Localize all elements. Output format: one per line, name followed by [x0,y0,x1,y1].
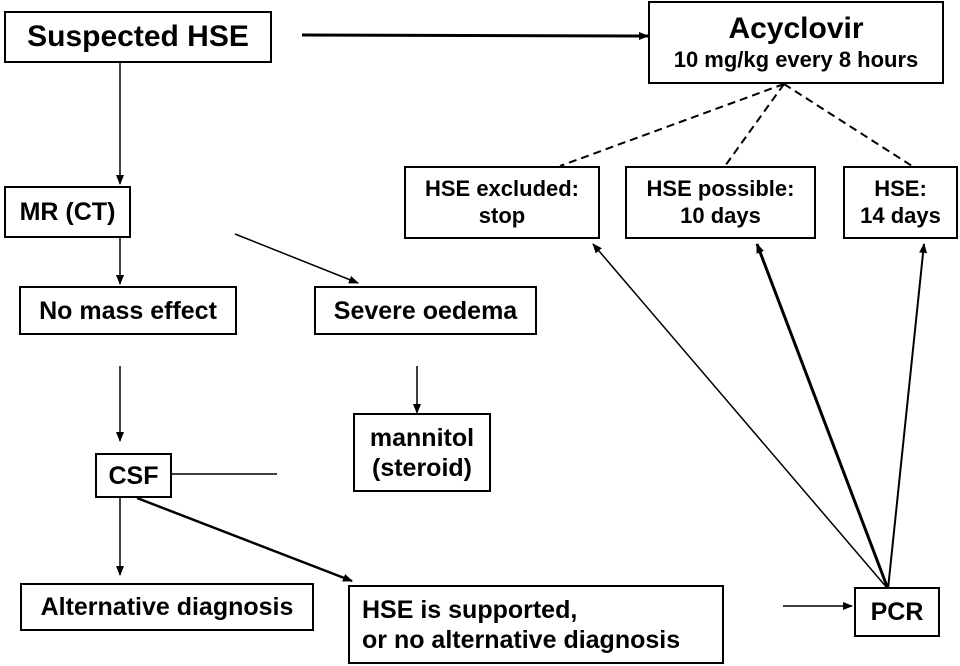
node-severe-oedema [314,286,537,335]
arrow-pcr-to-possible [757,244,888,589]
hse-supported-line2: or no alternative diagnosis [362,625,681,654]
mannitol-line1: mannitol [369,423,475,452]
acyclovir-dose: 10 mg/kg every 8 hours [673,47,919,73]
hse-excluded-line1: HSE excluded: [424,176,580,202]
csf-label: CSF [108,461,159,490]
hse-excluded-line2: stop [478,202,526,228]
arrow-mr-to-severe-oedema [235,234,358,283]
hse-confirmed-line2: 14 days [860,202,941,228]
arrow-suspected-to-acyclovir [302,35,648,36]
node-acyclovir [648,1,944,84]
mr-ct-label: MR (CT) [19,198,116,226]
dashed-acyclovir-to-confirmed [784,84,912,166]
arrow-csf-to-hse-supported [137,498,352,581]
hse-possible-line1: HSE possible: [646,176,795,202]
node-hse-possible [625,166,816,239]
arrow-pcr-to-excluded [593,244,888,589]
dashed-acyclovir-to-possible [725,84,784,166]
severe-oedema-label: Severe oedema [333,296,518,325]
no-mass-effect-label: No mass effect [39,296,217,325]
alternative-diagnosis-label: Alternative diagnosis [40,593,294,621]
node-no-mass-effect [19,286,237,335]
arrow-pcr-to-confirmed [888,244,924,589]
dashed-acyclovir-to-excluded [560,84,784,166]
node-hse-supported [348,585,724,664]
mannitol-line2: (steroid) [372,453,472,482]
pcr-label: PCR [870,598,924,626]
hse-supported-line1: HSE is supported, [362,595,578,624]
node-hse-confirmed [843,166,958,239]
node-mr-ct [4,186,131,238]
node-mannitol [353,413,491,492]
node-alternative-diagnosis [20,583,314,631]
hse-possible-line2: 10 days [680,202,761,228]
hse-confirmed-line1: HSE: [874,176,927,202]
node-pcr [854,587,940,637]
acyclovir-title: Acyclovir [728,12,864,46]
suspected-hse-label: Suspected HSE [27,20,249,53]
node-csf [95,453,172,498]
node-suspected-hse [4,11,272,63]
node-hse-excluded [404,166,600,239]
